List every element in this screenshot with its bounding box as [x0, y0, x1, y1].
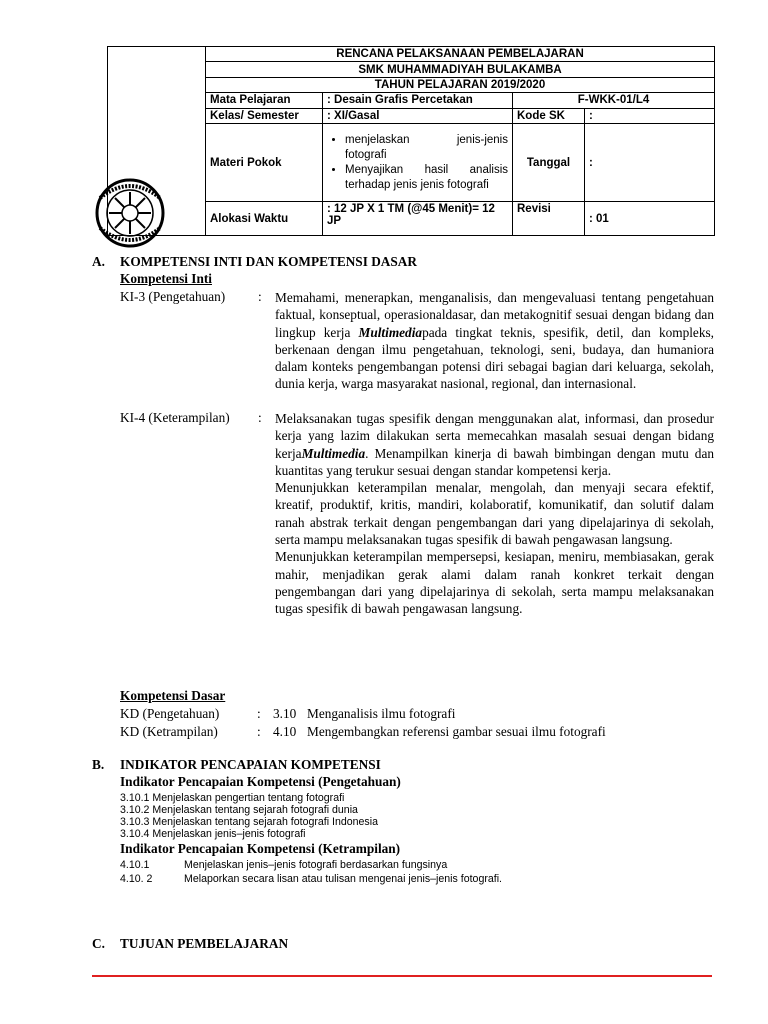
kelas-label: Kelas/ Semester — [206, 108, 323, 123]
logo-cell — [108, 47, 206, 236]
kode-sk-label: Kode SK — [513, 108, 585, 123]
materi-list — [327, 133, 508, 193]
indikator-code: 4.10.1 — [120, 859, 150, 871]
tanggal-value: : — [585, 124, 715, 202]
indikator-code: 4.10. 2 — [120, 873, 153, 885]
indikator-text: Menjelaskan jenis–jenis fotografi berdasarkan fungsinya — [184, 859, 448, 871]
ki3-text — [275, 289, 714, 393]
ki3-colon: : — [258, 289, 262, 304]
indikator-item: 3.10.2 Menjelaskan tentang sejarah fotografi dunia — [120, 804, 358, 816]
indikator-item — [120, 860, 447, 872]
kd-label: KD (Ketrampilan) — [120, 724, 218, 739]
kd-row — [120, 706, 455, 722]
kd-code: 4.10 — [273, 724, 297, 739]
materi-cell — [323, 124, 513, 202]
section-b-letter: B. — [92, 757, 105, 772]
tanggal-label: Tanggal — [513, 124, 585, 202]
section-b-title: INDIKATOR PENCAPAIAN KOMPETENSI — [120, 757, 381, 772]
ki-heading: Kompetensi Inti — [120, 271, 212, 286]
revisi-value: : 01 — [585, 202, 715, 236]
school-name: SMK MUHAMMADIYAH BULAKAMBA — [206, 62, 715, 77]
section-c-letter: C. — [92, 936, 105, 951]
kd-colon: : — [257, 706, 261, 721]
alokasi-value: : 12 JP X 1 TM (@45 Menit)= 12 JP — [323, 202, 513, 236]
kd-colon: : — [257, 724, 261, 739]
ki4-text-post: . Menampilkan kinerja di bawah bimbingan dengan mutu dan kuantitas yang terukur sesuai dengan standar kompetensi kerja. — [275, 445, 714, 478]
ki3-text-pre: Memahami, menerapkan, menganalisis, dan mengevaluasi tentang pengetahuan faktual, konseptual, operasionaldasar, dan metakognitif sesuai dengan bidang dan lingkup kerja — [275, 290, 714, 340]
school-year: TAHUN PELAJARAN 2019/2020 — [206, 77, 715, 92]
doc-title: RENCANA PELAKSANAAN PEMBELAJARAN — [206, 47, 715, 62]
ki4-emphasis: Multimedia — [301, 445, 366, 461]
mapel-label: Mata Pelajaran — [206, 93, 323, 108]
indikator-item — [120, 874, 502, 886]
ki3-emphasis: Multimedia — [358, 324, 423, 340]
kelas-value: : XI/Gasal — [323, 108, 513, 123]
kd-heading: Kompetensi Dasar — [120, 688, 226, 703]
mapel-value: : Desain Grafis Percetakan — [323, 93, 513, 108]
revisi-label: Revisi — [513, 202, 585, 236]
section-a-title: KOMPETENSI INTI DAN KOMPETENSI DASAR — [120, 254, 418, 269]
section-a-letter: A. — [92, 254, 105, 269]
ki4-text — [275, 410, 714, 618]
materi-label: Materi Pokok — [206, 124, 323, 202]
section-c-heading — [92, 936, 288, 952]
kd-row — [120, 724, 606, 740]
ki4-paragraph-2: Menunjukkan keterampilan menalar, mengolah, dan menyaji secara efektif, kreatif, produktif, kritis, mandiri, kolaboratif, komunikatif, dan solutif dalam ranah abstrak terkait dengan pengembangan dari yang dipelajarinya di sekolah, serta mampu melaksanakan tugas spesifik di bawah pengawasan langsung. — [275, 480, 714, 548]
form-code: F-WKK-01/L4 — [513, 93, 715, 108]
ki4-text-pre: Melaksanakan tugas spesifik dengan menggunakan alat, informasi, dan prosedur kerja yang lazim dilakukan serta memecahkan masalah sesuai dengan bidang kerja — [275, 411, 714, 461]
ki4-paragraph-3: Menunjukkan keterampilan mempersepsi, kesiapan, meniru, membiasakan, gerak mahir, menjadikan gerak alami dalam ranah konkret terkait dengan pengembangan dari yang dipelajarinya di sekolah, serta mampu melaksanakan tugas spesifik di bawah pengawasan langsung. — [275, 549, 714, 617]
kode-sk-value: : — [585, 108, 715, 123]
ki4-label: KI-4 (Keterampilan) — [120, 410, 230, 425]
section-a-heading — [92, 254, 417, 270]
rpp-header-table — [107, 46, 715, 236]
ki4-colon: : — [258, 410, 262, 425]
section-c-title: TUJUAN PEMBELAJARAN — [120, 936, 289, 951]
indikator-item: 3.10.4 Menjelaskan jenis–jenis fotografi — [120, 828, 306, 840]
kd-text: Menganalisis ilmu fotografi — [307, 706, 456, 721]
ki3-label: KI-3 (Pengetahuan) — [120, 289, 226, 304]
indikator-text: Melaporkan secara lisan atau tulisan mengenai jenis–jenis fotografi. — [184, 873, 502, 885]
kd-code: 3.10 — [273, 706, 297, 721]
materi-item: • Menyajikan hasil analisis terhadap jenis jenis fotografi — [345, 163, 508, 193]
ki4-paragraph-1 — [275, 410, 714, 479]
kd-label: KD (Pengetahuan) — [120, 706, 220, 721]
materi-item: • menjelaskan jenis-jenis fotografi — [345, 133, 508, 163]
indikator-item: 3.10.1 Menjelaskan pengertian tentang fotografi — [120, 792, 345, 804]
alokasi-label: Alokasi Waktu — [206, 202, 323, 236]
indikator-ketrampilan-heading: Indikator Pencapaian Kompetensi (Ketrampilan) — [120, 841, 401, 856]
indikator-item: 3.10.3 Menjelaskan tentang sejarah fotografi Indonesia — [120, 816, 378, 828]
section-b-heading — [92, 757, 381, 773]
page-divider — [92, 975, 712, 977]
kd-text: Mengembangkan referensi gambar sesuai ilmu fotografi — [307, 724, 606, 739]
ki3-text-post: pada tingkat teknis, spesifik, detil, dan kompleks, berkenaan dengan ilmu pengetahuan, teknologi, seni, budaya, dan humaniora dalam konteks pengembangan potensi diri sebagai bagian dari keluarga, sekolah, dunia kerja, warga masyarakat nasional, regional, dan internasional. — [275, 324, 714, 392]
indikator-pengetahuan-heading: Indikator Pencapaian Kompetensi (Pengetahuan) — [120, 774, 401, 789]
ki3-paragraph — [275, 289, 714, 393]
